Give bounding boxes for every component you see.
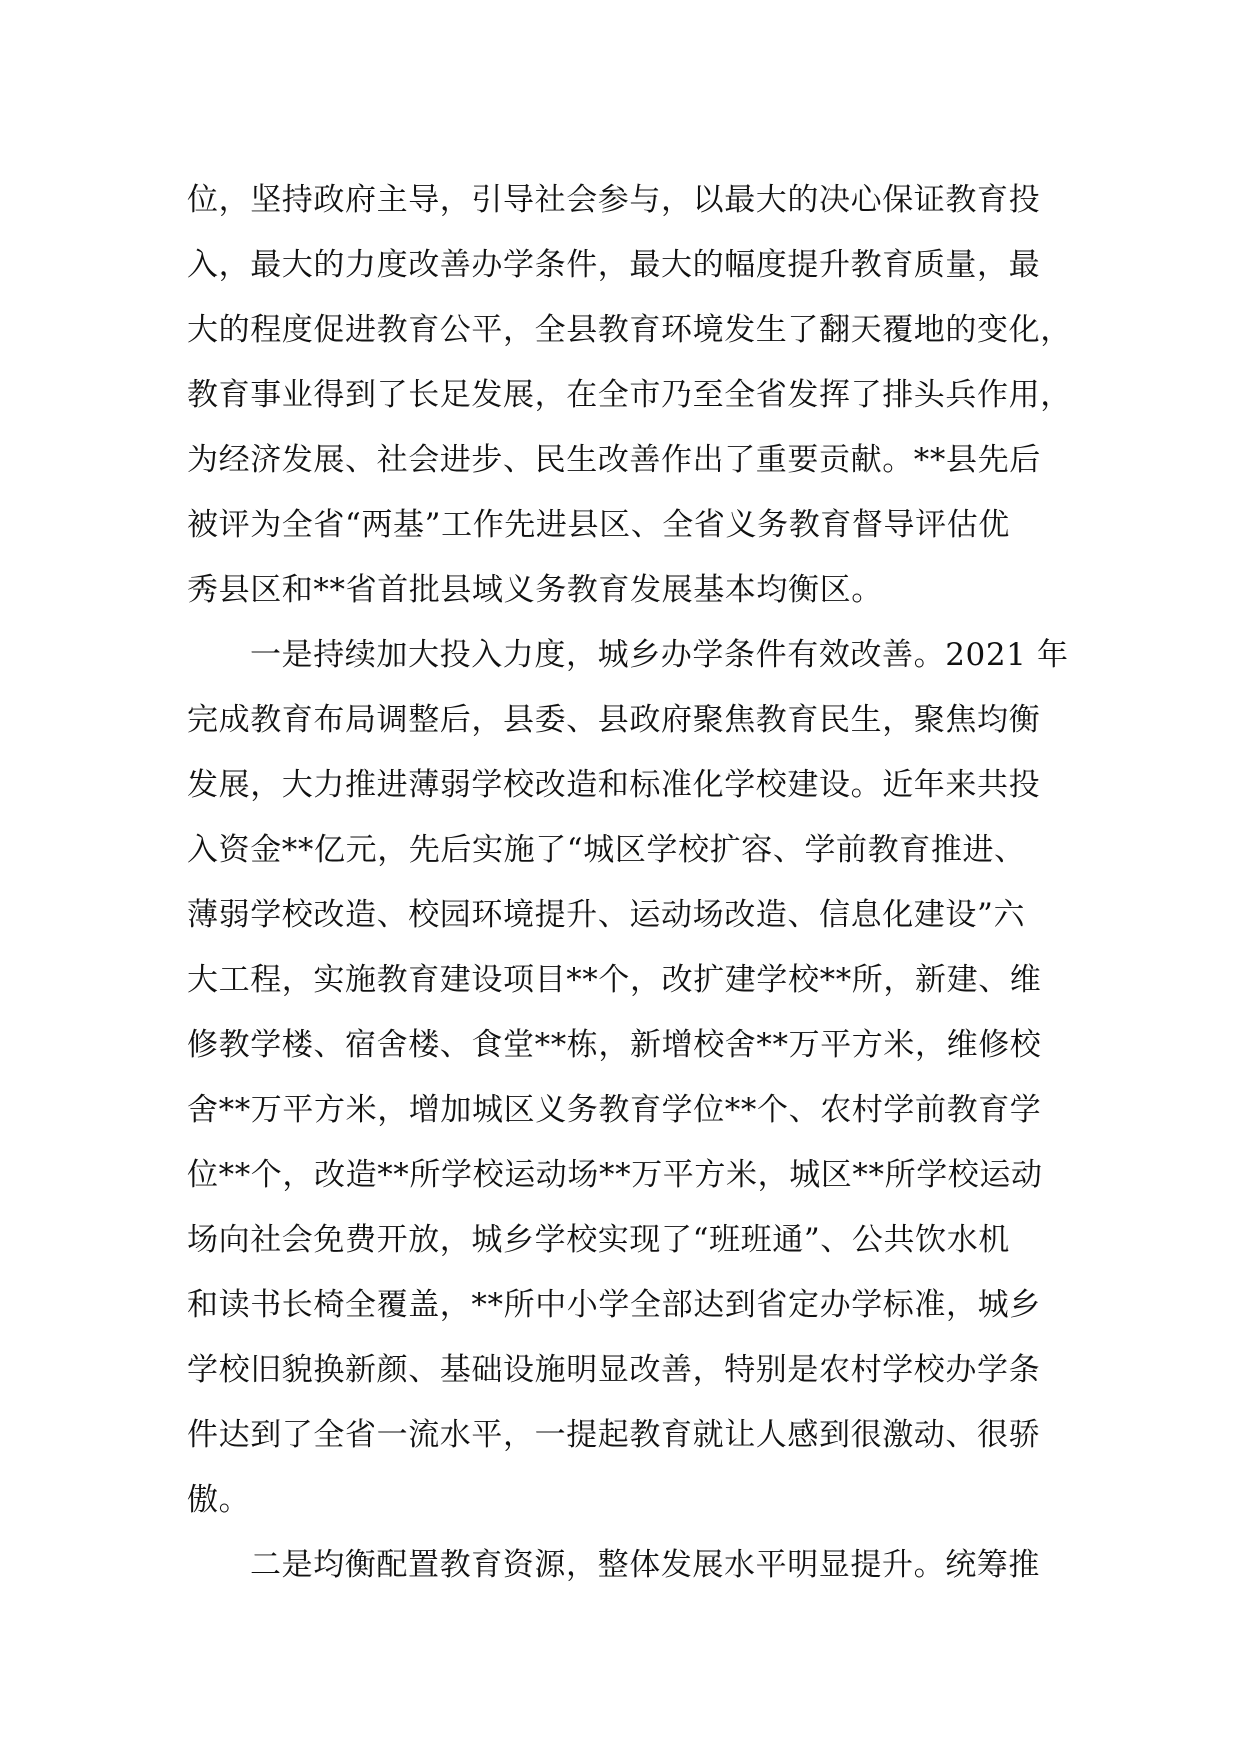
text-line: 完成教育布局调整后，县委、县政府聚焦教育民生，聚焦均衡	[187, 702, 1041, 738]
text-line: 和读书长椅全覆盖，**所中小学全部达到省定办学标准，城乡	[187, 1287, 1041, 1323]
text-line: 教育事业得到了长足发展，在全市乃至全省发挥了排头兵作用，	[187, 377, 1072, 413]
text-line: 被评为全省“两基”工作先进县区、全省义务教育督导评估优	[187, 507, 1010, 543]
text-line: 入，最大的力度改善办学条件，最大的幅度提升教育质量，最	[187, 247, 1041, 283]
body-text	[187, 168, 1087, 1598]
text-line: 薄弱学校改造、校园环境提升、运动场改造、信息化建设”六	[187, 897, 1026, 933]
text-line: 秀县区和**省首批县域义务教育发展基本均衡区。	[187, 572, 883, 608]
text-line: 傲。	[187, 1482, 251, 1518]
text-line: 发展，大力推进薄弱学校改造和标准化学校建设。近年来共投	[187, 767, 1041, 803]
text-line: 舍**万平方米，增加城区义务教育学位**个、农村学前教育学	[187, 1092, 1042, 1128]
text-line: 为经济发展、社会进步、民生改善作出了重要贡献。**县先后	[187, 442, 1041, 478]
paragraph-first-line: 二是均衡配置教育资源，整体发展水平明显提升。统筹推	[250, 1547, 1040, 1583]
text-line: 位**个，改造**所学校运动场**万平方米，城区**所学校运动	[187, 1157, 1043, 1193]
text-line: 大的程度促进教育公平，全县教育环境发生了翻天覆地的变化，	[187, 312, 1072, 348]
text-line: 件达到了全省一流水平，一提起教育就让人感到很激动、很骄	[187, 1417, 1041, 1453]
paragraph-first-line: 一是持续加大投入力度，城乡办学条件有效改善。2021 年	[250, 637, 1069, 673]
text-line: 位，坚持政府主导，引导社会参与，以最大的决心保证教育投	[187, 182, 1041, 218]
text-line: 学校旧貌换新颜、基础设施明显改善，特别是农村学校办学条	[187, 1352, 1041, 1388]
text-line: 入资金**亿元，先后实施了“城区学校扩容、学前教育推进、	[187, 832, 1026, 868]
text-line: 场向社会免费开放，城乡学校实现了“班班通”、公共饮水机	[187, 1222, 1010, 1258]
text-line: 大工程，实施教育建设项目**个，改扩建学校**所，新建、维	[187, 962, 1042, 998]
text-line: 修教学楼、宿舍楼、食堂**栋，新增校舍**万平方米，维修校	[187, 1027, 1042, 1063]
